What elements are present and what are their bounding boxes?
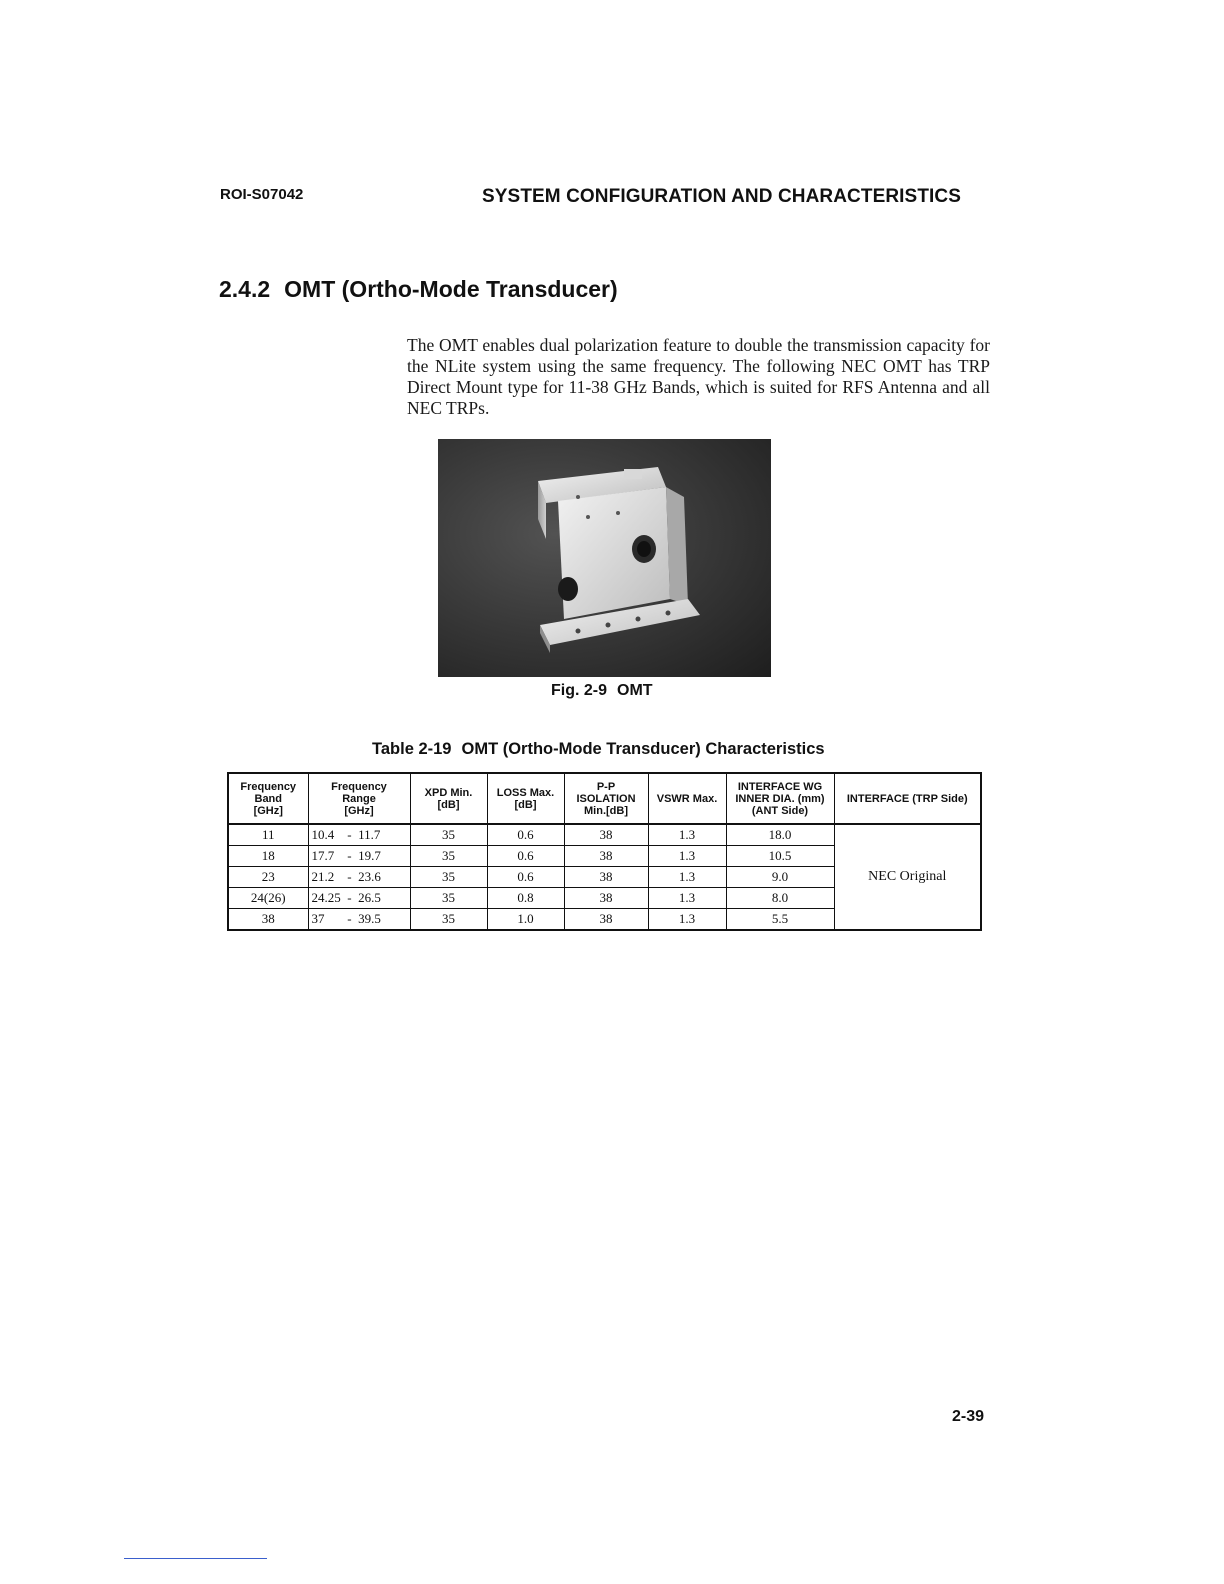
header-xpd-min: XPD Min. [dB] [410,773,487,824]
table-caption [372,740,825,759]
figure-caption [551,682,653,700]
cell-vswr: 1.3 [648,846,726,867]
header-loss-max: LOSS Max. [dB] [487,773,564,824]
table-row [228,824,981,846]
cell-xpd: 35 [410,867,487,888]
table-title: OMT (Ortho-Mode Transducer) Characteristics [461,740,825,758]
section-body-paragraph: The OMT enables dual polarization feature to double the transmission capacity for the NLite system using the same frequency. The following NEC OMT has TRP Direct Mount type for 11-38 GHz Bands, which is suited for RFS Antenna and all NEC TRPs. [407,335,990,418]
document-id: ROI-S07042 [220,186,304,203]
footnote-rule [124,1558,267,1559]
header-interface-trp-side: INTERFACE (TRP Side) [834,773,981,824]
cell-vswr: 1.3 [648,909,726,931]
cell-band: 24(26) [228,888,308,909]
cell-vswr: 1.3 [648,888,726,909]
cell-range: 21.2 - 23.6 [308,867,410,888]
cell-isolation: 38 [564,824,648,846]
page-number: 2-39 [952,1408,985,1425]
cell-inner-dia: 10.5 [726,846,834,867]
cell-vswr: 1.3 [648,867,726,888]
omt-device-illustration [438,439,771,677]
cell-band: 23 [228,867,308,888]
header-frequency-band: Frequency Band [GHz] [228,773,308,824]
cell-xpd: 35 [410,909,487,931]
cell-interface-trp-side: NEC Original [834,824,981,930]
cell-isolation: 38 [564,867,648,888]
running-header-title: SYSTEM CONFIGURATION AND CHARACTERISTICS [482,186,961,207]
cell-band: 38 [228,909,308,931]
cell-loss: 1.0 [487,909,564,931]
cell-loss: 0.6 [487,824,564,846]
cell-inner-dia: 9.0 [726,867,834,888]
cell-range: 24.25 - 26.5 [308,888,410,909]
omt-characteristics-table [227,772,982,931]
cell-vswr: 1.3 [648,824,726,846]
table-label: Table 2-19 [372,740,452,758]
table-header-row [228,773,981,824]
cell-inner-dia: 18.0 [726,824,834,846]
header-vswr-max: VSWR Max. [648,773,726,824]
cell-range: 37 - 39.5 [308,909,410,931]
cell-xpd: 35 [410,888,487,909]
cell-range: 17.7 - 19.7 [308,846,410,867]
section-title: OMT (Ortho-Mode Transducer) [284,276,618,302]
section-heading [219,276,618,303]
figure-title: OMT [617,682,653,699]
figure-label: Fig. 2-9 [551,682,608,699]
cell-xpd: 35 [410,846,487,867]
header-pp-isolation: P-P ISOLATION Min.[dB] [564,773,648,824]
section-number: 2.4.2 [219,276,271,302]
cell-isolation: 38 [564,888,648,909]
cell-loss: 0.6 [487,867,564,888]
cell-range: 10.4 - 11.7 [308,824,410,846]
cell-loss: 0.6 [487,846,564,867]
cell-isolation: 38 [564,909,648,931]
header-interface-wg: INTERFACE WG INNER DIA. (mm) (ANT Side) [726,773,834,824]
cell-band: 18 [228,846,308,867]
header-frequency-range: Frequency Range [GHz] [308,773,410,824]
cell-inner-dia: 8.0 [726,888,834,909]
cell-isolation: 38 [564,846,648,867]
omt-photo [438,439,771,677]
cell-band: 11 [228,824,308,846]
cell-xpd: 35 [410,824,487,846]
cell-inner-dia: 5.5 [726,909,834,931]
cell-loss: 0.8 [487,888,564,909]
